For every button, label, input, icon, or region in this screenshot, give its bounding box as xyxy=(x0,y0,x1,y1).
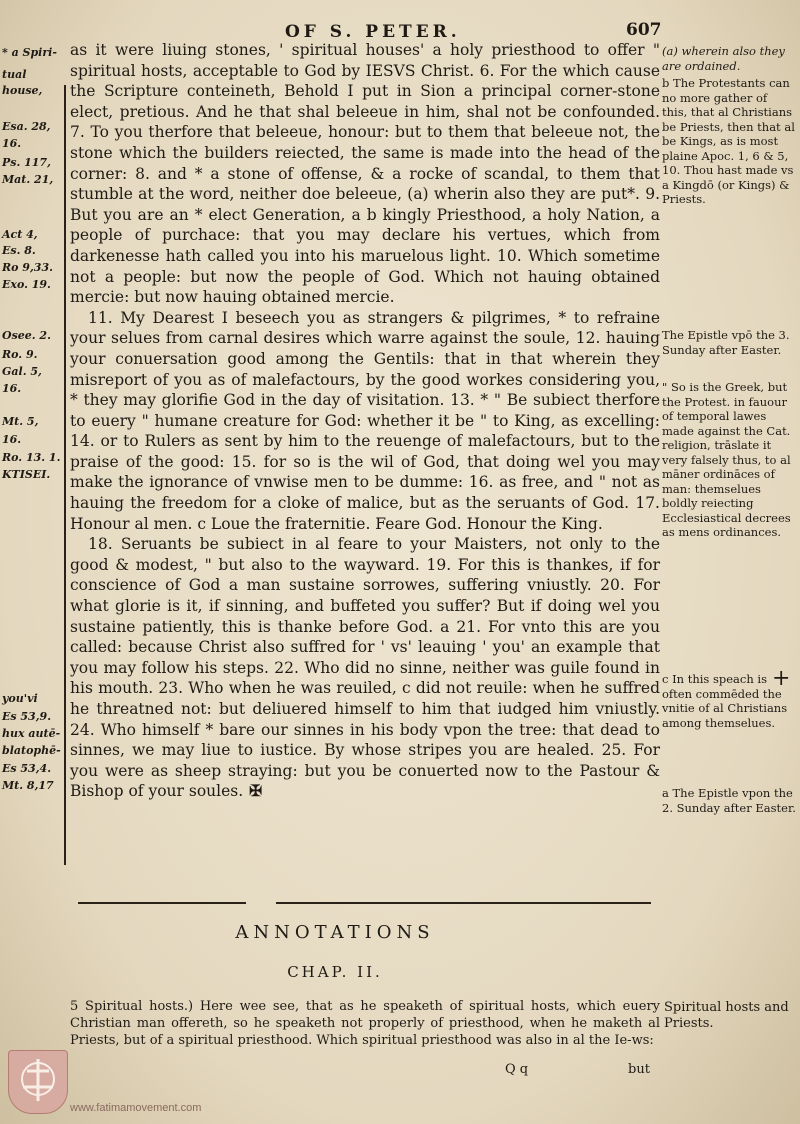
margin-ref: Es 53,4. xyxy=(2,762,52,775)
margin-ref: KTISEI. xyxy=(2,468,51,481)
footer-url: www.fatimamovement.com xyxy=(70,1102,202,1114)
margin-ref: you'vi xyxy=(2,692,38,705)
catchword: but xyxy=(628,1062,650,1077)
margin-ref: Es. 8. xyxy=(2,244,36,257)
annotation-side-note: Spiritual hosts and Priests. xyxy=(664,1000,789,1031)
margin-ref: Ro. 9. xyxy=(2,348,38,361)
margin-ref: Gal. 5, xyxy=(2,365,42,378)
margin-note: " So is the Greek, but the Protest. in fauour of temporal lawes made against the Cat. religion, trāslate it very falsely thus, to al māner ordināces of man: themselues boldly reiecting Ecclesiastical decrees as mens ordinances. xyxy=(662,380,791,539)
paragraph-verses-18-25 xyxy=(70,534,660,802)
margin-ref: Mt. 8,17 xyxy=(2,779,54,792)
margin-ref: 16. xyxy=(2,382,22,395)
margin-ref: Ps. 117, xyxy=(2,156,51,169)
margin-ref: tual xyxy=(2,68,27,81)
end-ornament: ✠ xyxy=(249,781,263,801)
paragraph-verses-11-17: 11. My Dearest I beseech you as strangers & pilgrimes, * to refraine your selues from carnal desires which warre against the soule, 12. hauing your conuersation good among the Gentils: that in that wherein they misreport of you as of malefactours, by the good workes considering you, * they may glorifie God in the day of visitation. 13. * " Be subiect therfore to euery " humane creature for God: whether it be " to King, as excelling: 14. or to Rulers as sent by him to the reuenge of malefactours, but to the praise of the good: 15. for so is the wil of God, that doing wel you may make the ignorance of vnwise men to be dumme: 16. as free, and " not as hauing the freedom for a cloke of malice, but as the seruants of God. 17. Honour al men. c Loue the fraternitie. Feare God. Honour the King. xyxy=(70,308,660,533)
paragraph-text: 18. Seruants be subiect in al feare to your Maisters, not only to the good & modest, " but also to the wayward. 19. For this is thankes, if for conscience of God a man sustaine sorrowes, suffering vniustly. 20. For what glorie is it, if sinning, and buffeted you suffer? But if doing wel you sustaine patiently, this is thanke before God. a 21. For vnto this are you called: because Christ also suffred for ' vs' leauing ' you' an example that you may follow his steps. 22. Who did no sinne, neither was guile found in his mouth. 23. Who when he was reuiled, c did not reuile: when he suffred he threatned not: but deliuered himself to him that iudged him vniustly. 24. Who himself * bare our sinnes in his body vpon the tree: that dead to sinnes, we may liue to iustice. By whose stripes you are healed. 25. For you were as sheep straying: but you be conuerted now to the Pastour & Bishop of your soules. xyxy=(70,535,660,801)
margin-rule xyxy=(64,85,66,865)
chapter-heading: CHAP. II. xyxy=(287,963,383,981)
left-margin-references xyxy=(2,46,62,866)
margin-ref: hux autē- xyxy=(2,727,61,740)
page-number: 607 xyxy=(626,20,662,40)
margin-ref: * a Spiri- xyxy=(2,46,57,59)
margin-ref: Ro 9,33. xyxy=(2,261,53,274)
margin-note: The Epistle vpō the 3. Sunday after Easter. xyxy=(662,328,790,357)
margin-ref: 16. xyxy=(2,433,22,446)
margin-ref: Exo. 19. xyxy=(2,278,51,291)
margin-ref: Act 4, xyxy=(2,228,38,241)
margin-ref: Mt. 5, xyxy=(2,415,39,428)
annotation-text: 5 Spiritual hosts.) Here wee see, that as he speaketh of spiritual hosts, which euery Christian man offereth, so he speaketh not properly of priesthood, when he maketh al Priests, but of a spiritual priesthood. Which spiritual priesthood was also in al the Ie-ws: xyxy=(70,999,660,1048)
margin-note: a The Epistle vpon the 2. Sunday after Easter. xyxy=(662,786,796,815)
margin-ref: Osee. 2. xyxy=(2,329,51,342)
separator-rule xyxy=(276,902,651,904)
scripture-text xyxy=(70,40,660,802)
watermark-logo-icon xyxy=(8,1050,68,1114)
annotations-heading: ANNOTATIONS xyxy=(235,922,435,943)
right-margin-notes xyxy=(662,44,798,874)
margin-ref: 16. xyxy=(2,137,22,150)
margin-ref: Ro. 13. 1. xyxy=(2,451,61,464)
margin-ref: house, xyxy=(2,84,43,97)
margin-ref: Es 53,9. xyxy=(2,710,52,723)
printer-mark: + xyxy=(772,666,791,691)
signature-mark: Q q xyxy=(505,1062,529,1077)
margin-ref: blatophē- xyxy=(2,744,61,757)
separator-rule xyxy=(78,902,246,904)
margin-ref: Esa. 28, xyxy=(2,120,51,133)
margin-ref: Mat. 21, xyxy=(2,173,54,186)
margin-note: c In this speach is often commēded the vnitie of al Christians among themselues. xyxy=(662,672,788,730)
paragraph-verses-5-10: as it were liuing stones, ' spiritual houses' a holy priesthood to offer " spiritual hosts, acceptable to God by IESVS Christ. 6. For the which cause the Scripture conteineth, Behold I put in Sion a principal corner-stone elect, pretious. And he that shal beleeue in him, shal not be confounded. 7. To you therfore that beleeue, honour: but to them that beleeue not, the stone which the builders reiected, the same is made into the head of the corner: 8. and * a stone of offense, & a rocke of scandal, to them that stumble at the word, neither doe beleeue, (a) wherin also they are put*. 9. But you are an * elect Generation, a b kingly Priesthood, a holy Nation, a people of purchace: that you may declare his vertues, which from darkenesse hath called you into his maruelous light. 10. Which sometime not a people: but now the people of God. Which not hauing obtained mercie: but now hauing obtained mercie. xyxy=(70,41,660,307)
running-head: OF S. PETER. xyxy=(285,22,461,42)
margin-note: (a) wherein also they are ordained. xyxy=(662,44,785,73)
margin-note: b The Protestants can no more gather of this, that al Christians be Priests, then that al be Kings, as is most plaine Apoc. 1, 6 & 5, 10. Thou hast made vs a Kingdō (or Kings) & Priests. xyxy=(662,76,795,206)
